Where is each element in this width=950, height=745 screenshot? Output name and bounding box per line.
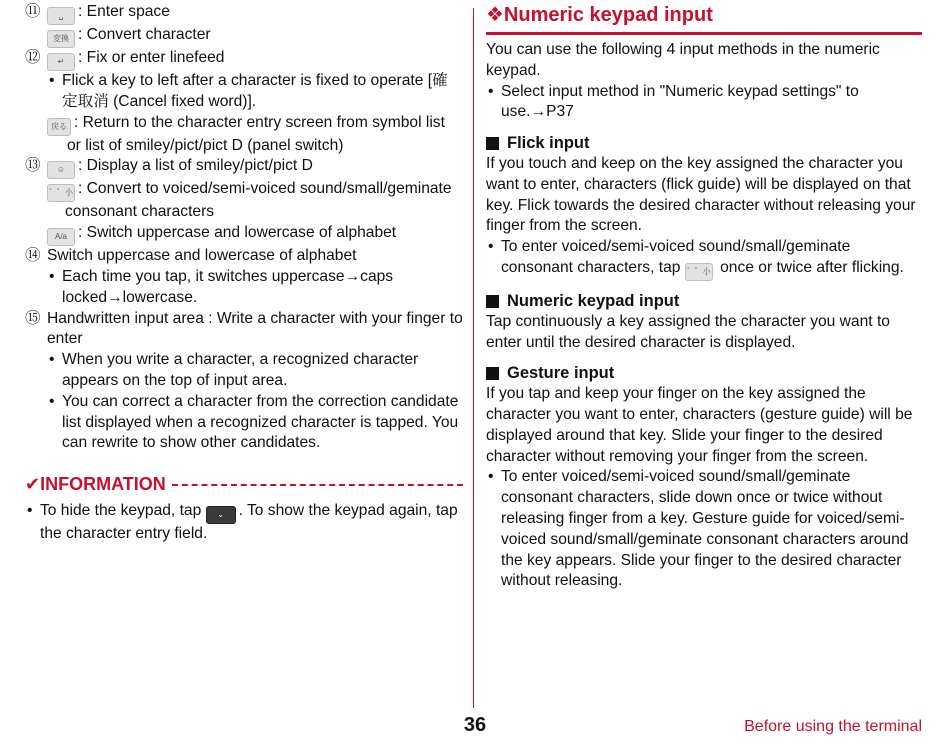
item-number: ⑪ [25,3,41,20]
item-13-voiced [25,179,463,223]
info-text: . To show the keypad again, tap the character entry field. [40,501,458,542]
item-number: ⑬ [25,157,41,175]
numeric-body: Tap continuously a key assigned the character you want to enter until the desired character is displayed. [486,312,890,351]
page-number: 36 [463,714,487,736]
item-12 [25,48,463,71]
numeric-heading [486,291,922,312]
item-text: : Return to the character entry screen from symbol list or list of smiley/pict/pict D (panel switch) [67,113,445,154]
square-bullet-icon [486,295,499,308]
chapter-link[interactable]: Before using the terminal [744,718,922,735]
item-12-back [25,113,463,157]
item-number: ⑮ [25,309,41,327]
item-12-bullet: • Flick a key to left after a character is fixed to operate [確定取消 (Cancel fixed word)]. [47,71,463,113]
square-bullet-icon [486,367,499,380]
item-text: : Convert to voiced/semi-voiced sound/small/geminate consonant characters [65,180,452,221]
heading-text: Gesture input [507,364,615,383]
column-divider [473,8,474,708]
case-key-icon: A/a [47,228,75,246]
bullet-text: once or twice after flicking. [720,258,904,276]
intro-text: You can use the following 4 input methods in the numeric keypad. [486,41,880,79]
left-column [25,2,463,545]
flick-bullet [486,237,922,281]
item-15-bullet-1: • When you write a character, a recognized character appears on the top of input area. [47,350,463,392]
section-title: ❖Numeric keypad input [486,2,922,35]
heading-text: Numeric keypad input [507,291,680,310]
dashed-divider [172,484,463,486]
item-text: : Display a list of smiley/pict/pict D [78,157,313,175]
flick-body: If you touch and keep on the key assigned the character you want to enter, characters (flick guide) will be displayed on that key. Flick towards the desired character without releasing your finger from the screen. [486,154,916,235]
item-text: : Convert character [78,26,211,43]
voiced-key-icon: ゛゜小 [685,263,713,281]
smiley-key-icon: ☺ [47,161,75,179]
information-title: ✔INFORMATION [25,474,166,495]
square-bullet-icon [486,137,499,150]
gesture-heading [486,363,922,384]
heading-text: Flick input [507,134,590,153]
gesture-bullet: • To enter voiced/semi-voiced sound/small/geminate consonant characters, slide down once or twice without releasing finger from a key. Gesture guide for voiced/semi-voiced sound/small/geminate consonant characters around the key appears. Slide your finger to the desired character without releasing. [486,467,922,592]
item-14 [25,246,463,267]
item-text: Handwritten input area : Write a character with your finger to enter [47,309,463,348]
back-key-icon: 戻る [47,118,71,136]
space-key-icon: ␣ [47,7,75,25]
right-column [486,2,922,592]
enter-key-icon: ↵ [47,53,75,71]
item-14-bullet: • Each time you tap, it switches uppercase→caps locked→lowercase. [47,267,463,309]
item-11 [25,2,463,25]
information-heading [25,474,463,495]
hide-keypad-icon: ⌄ [206,506,236,524]
item-15 [25,309,463,351]
bullet-text: To enter voiced/semi-voiced sound/small/geminate consonant characters, tap [501,238,851,276]
voiced-key-icon: ゛゜小 [47,184,75,202]
item-text: Switch uppercase and lowercase of alphabet [47,247,357,265]
item-15-bullet-2: • You can correct a character from the correction candidate list displayed when a recognized character is tapped. You can rewrite to show other candidates. [47,392,463,454]
item-13-case [25,223,463,246]
item-11-convert [25,25,463,48]
item-text: : Fix or enter linefeed [78,49,225,66]
convert-key-icon: 変換 [47,30,75,48]
flick-heading [486,133,922,154]
item-number: ⑫ [25,49,41,66]
item-13 [25,156,463,179]
item-number: ⑭ [25,247,41,265]
info-text: To hide the keypad, tap [40,501,202,519]
intro-bullet: • Select input method in "Numeric keypad settings" to use.→P37 [486,82,922,124]
item-text: : Enter space [78,3,170,20]
gesture-body: If you tap and keep your finger on the key assigned the character you want to enter, characters (gesture guide) will be displayed around that key. Slide your finger to the desired character without removing your finger from the screen. [486,385,913,465]
item-text: : Switch uppercase and lowercase of alphabet [78,224,397,242]
information-bullet [25,501,463,545]
